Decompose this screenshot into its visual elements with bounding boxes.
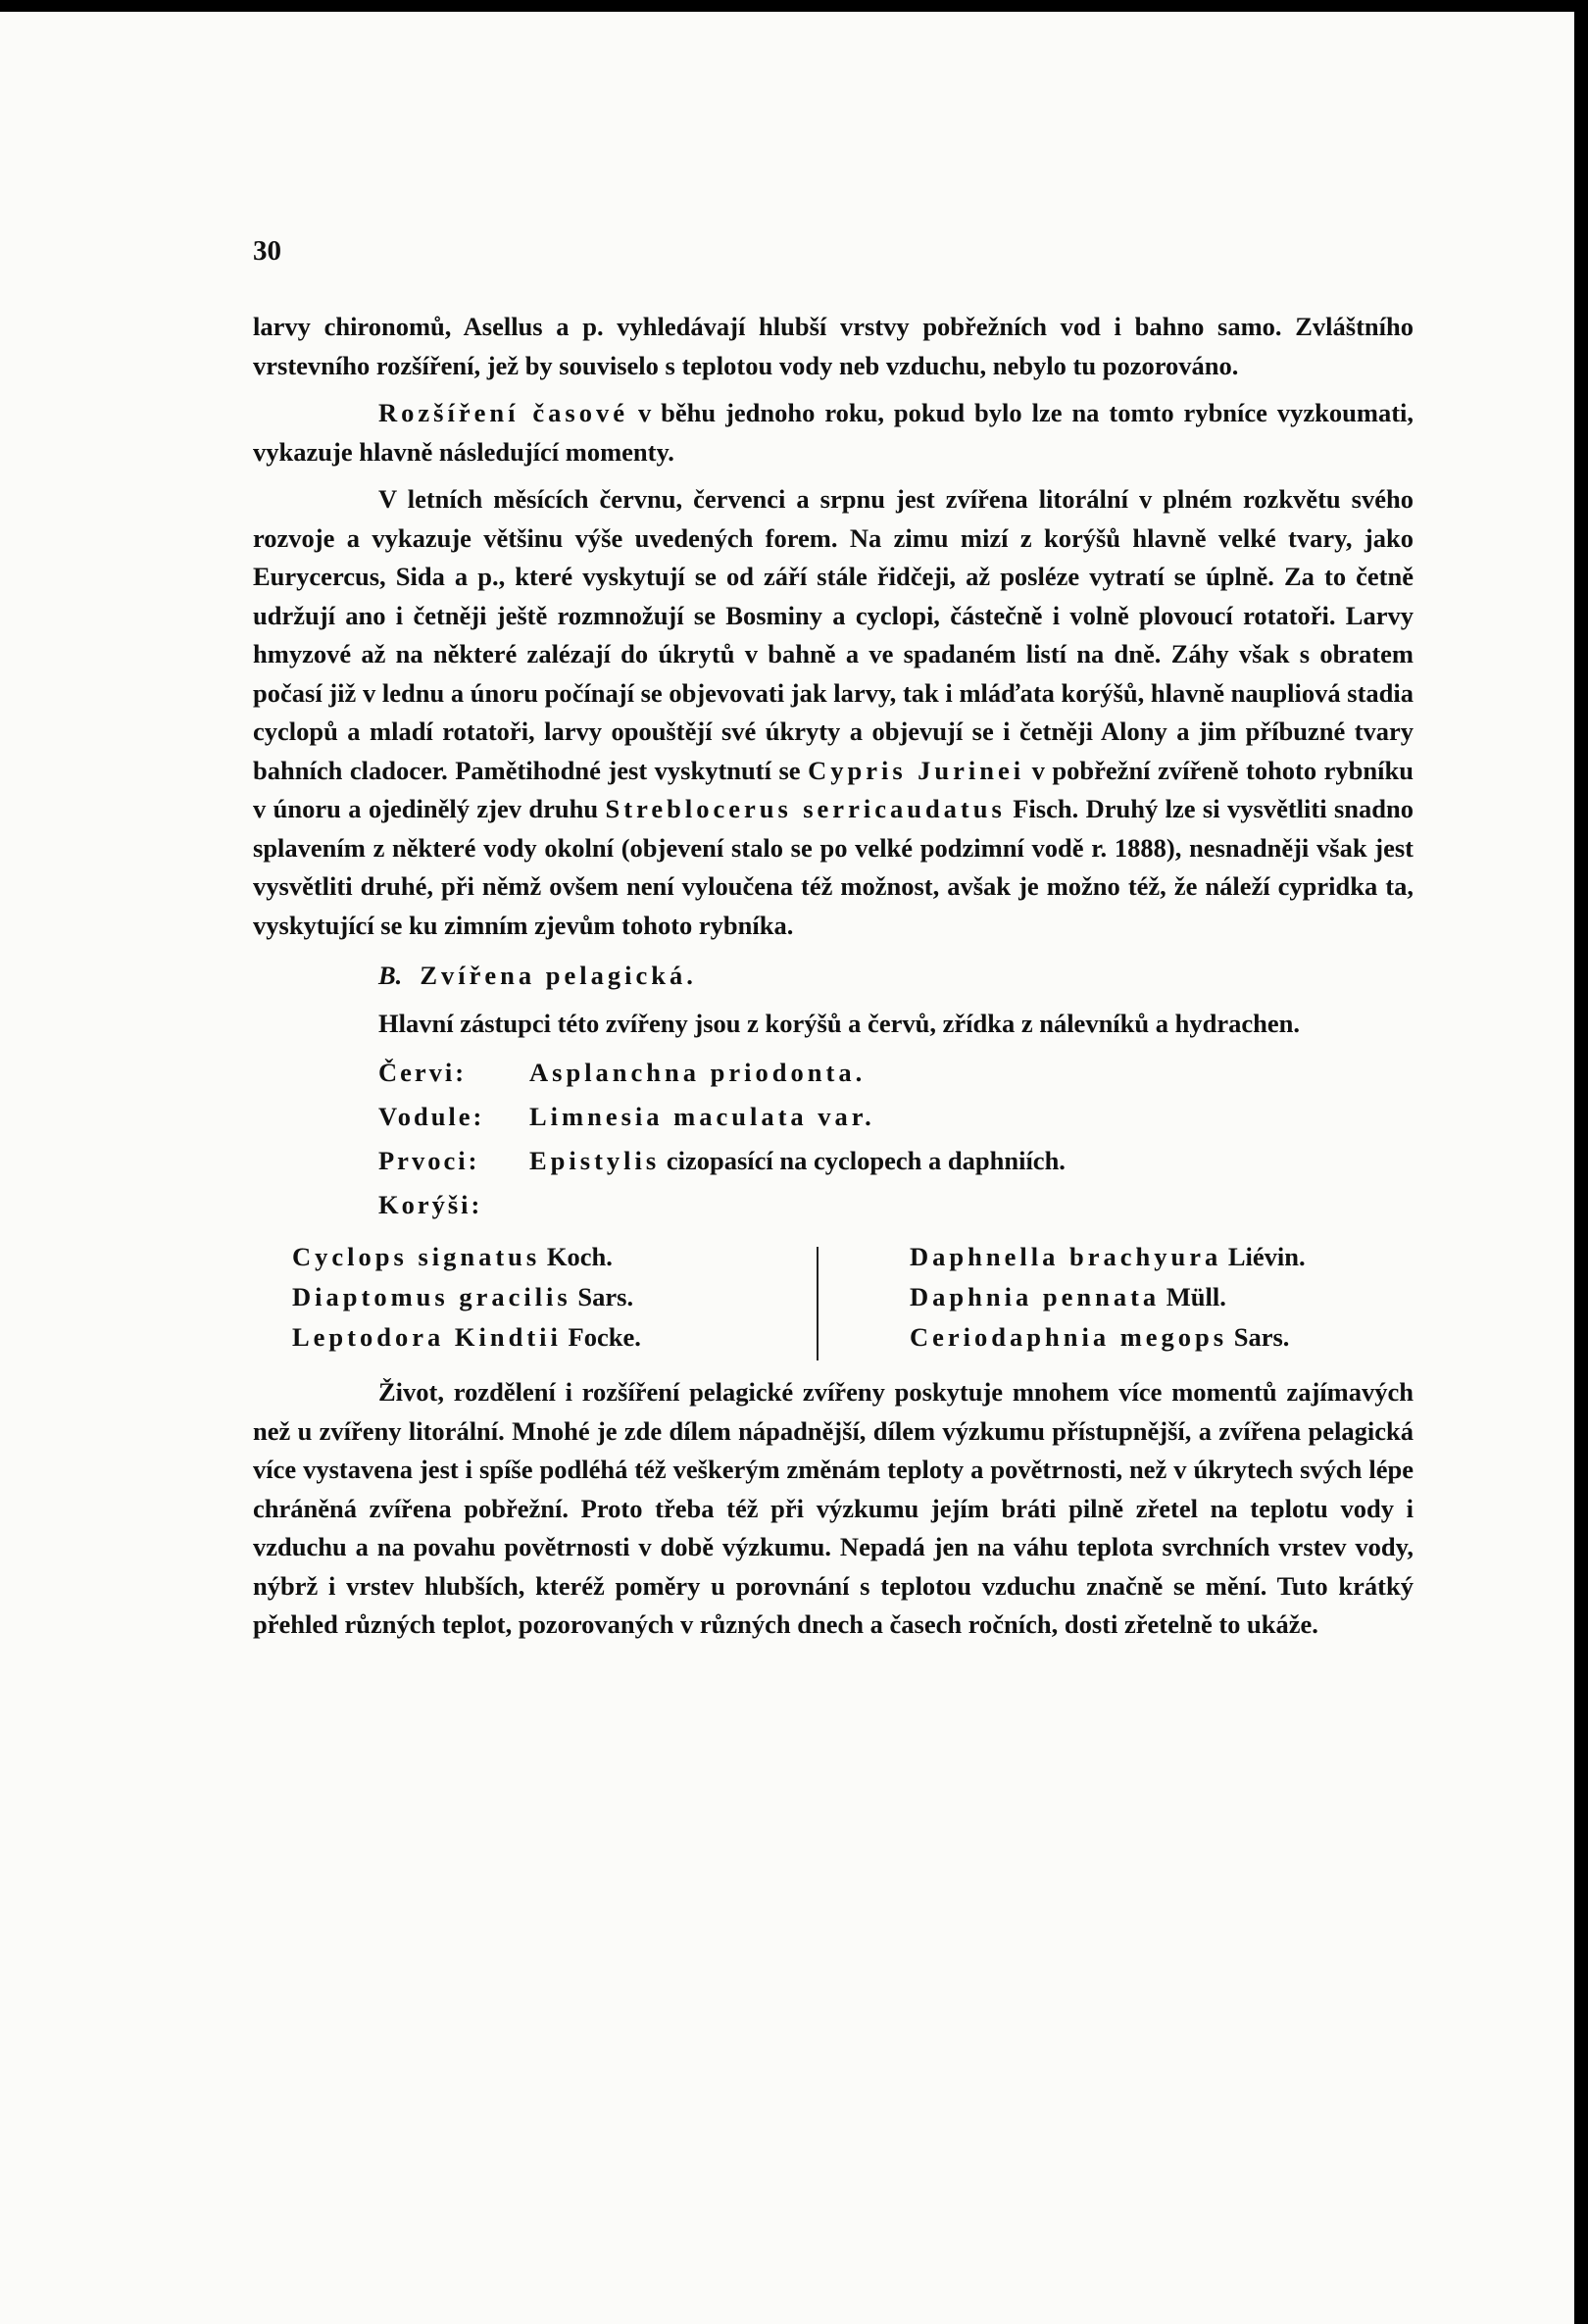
page <box>0 12 1574 2324</box>
species-cypris: Cypris Jurinei <box>808 755 1025 785</box>
taxa-row <box>378 1051 1414 1095</box>
species-entry: Cyclops signatus Koch. <box>292 1242 613 1271</box>
paragraph-4: Hlavní zástupci této zvířeny jsou z korýšů a červů, zřídka z nálevníků a hydrachen. <box>378 1008 1301 1038</box>
taxa-name: Limnesia maculata var. <box>529 1102 875 1131</box>
taxa-label: Červi: <box>378 1058 468 1087</box>
section-letter: B. <box>378 961 403 990</box>
page-number: 30 <box>253 235 281 267</box>
paragraph-1: larvy chironomů, Asellus a p. vyhledávají hlubší vrstvy pobřežních vod i bahno samo. Zvláštního vrstevního rozšíření, jež by souviselo s teplotou vody neb vzduchu, nebylo tu pozorováno. <box>253 312 1414 380</box>
species-column-right <box>910 1237 1306 1358</box>
paragraph-2: Rozšíření časové v běhu jednoho roku, pokud bylo lze na tomto rybníce vyzkoumati, vykazuje hlavně následující momenty. <box>253 398 1414 467</box>
taxa-row <box>378 1183 1414 1227</box>
taxa-row <box>378 1095 1414 1139</box>
taxa-row: Prvoci: Epistylis cizopasící na cyclopech a daphniích. <box>378 1139 1414 1183</box>
taxa-name: Epistylis <box>529 1146 661 1175</box>
taxa-label: Prvoci: <box>378 1146 480 1175</box>
taxa-list <box>253 1051 1414 1227</box>
species-entry: Daphnella brachyura Liévin. <box>910 1242 1306 1271</box>
paragraph-3: V letních měsících červnu, červenci a srpnu jest zvířena litorální v plném rozkvětu svého rozvoje a vykazuje většinu výše uvedených forem. Na zimu mizí z korýšů hlavně velké tvary, jako Eurycercus, Sida a p., které vyskytují se od září stále řidčeji, až posléze vytratí se úplně. Za to četně udržují ano i četněji ještě rozmnožují se Bosminy a cyclopi, částečně i volně plovoucí rotatoři. Larvy hmyzové až na některé zalézají do úkrytů v bahně a ve spadaném listí na dně. Záhy však s obratem počasí již v lednu a únoru počínají se objevovati jak larvy, tak i mláďata korýšů, hlavně naupliová stadia cyclopů a mladí rotatoři, larvy opouštějí své úkryty a objevují se i četněji Alony a jim příbuzné tvary bahních cladocer. Pamětihodné jest vyskytnutí se Cypris Jurinei v pobřežní zvířeně tohoto rybníku v únoru a ojedinělý zjev druhu Streblocerus serricaudatus Fisch. Druhý lze si vysvětliti snadno splavením z některé vody okolní (objevení stalo se po velké podzimní vodě r. 1888), nesnadněji však jest vysvětliti druhé, při němž ovšem není vyloučena též možnost, avšak je možno též, že náleží cypridka ta, vyskytující se ku zimním zjevům tohoto rybníka. <box>253 484 1414 940</box>
species-streblocerus: Streblocerus serricaudatus <box>605 794 1006 823</box>
taxa-label: Korýši: <box>378 1190 483 1219</box>
species-table <box>292 1237 1414 1358</box>
species-column-left <box>292 1237 641 1358</box>
species-entry: Diaptomus gracilis Sars. <box>292 1282 634 1311</box>
paragraph-5: Život, rozdělení i rozšíření pelagické zvířeny poskytuje mnohem více momentů zajímavých než u zvířeny litorální. Mnohé je zde dílem nápadnější, dílem výzkumu přístupnější, a zvířena pelagická více vystavena jest i spíše podléhá též veškerým změnám teploty a povětrnosti, než v úkrytech svých lépe chráněná zvířena pobřežní. Proto třeba též při výzkumu jejím bráti pilně zřetel na teplotu vody i vzduchu a na povahu povětrnosti v době výzkumu. Nepadá jen na váhu teplota svrchních vrstev vody, nýbrž i vrstev hlubších, kteréž poměry u porovnání s teplotou vzduchu značně se mění. Tuto krátký přehled různých teplot, pozorovaných v různých dnech a časech ročních, dosti zřetelně to ukáže. <box>253 1377 1414 1639</box>
species-entry: Daphnia pennata Müll. <box>910 1282 1226 1311</box>
section-heading <box>253 957 1414 996</box>
species-entry: Leptodora Kindtii Focke. <box>292 1322 641 1352</box>
section-title: Zvířena pelagická. <box>420 961 697 990</box>
species-entry: Ceriodaphnia megops Sars. <box>910 1322 1290 1352</box>
column-divider <box>817 1247 819 1360</box>
taxa-label: Vodule: <box>378 1102 485 1131</box>
body-text <box>253 308 1414 1645</box>
taxa-name: Asplanchna priodonta. <box>529 1058 867 1087</box>
spaced-term: Rozšíření časové <box>378 398 628 427</box>
